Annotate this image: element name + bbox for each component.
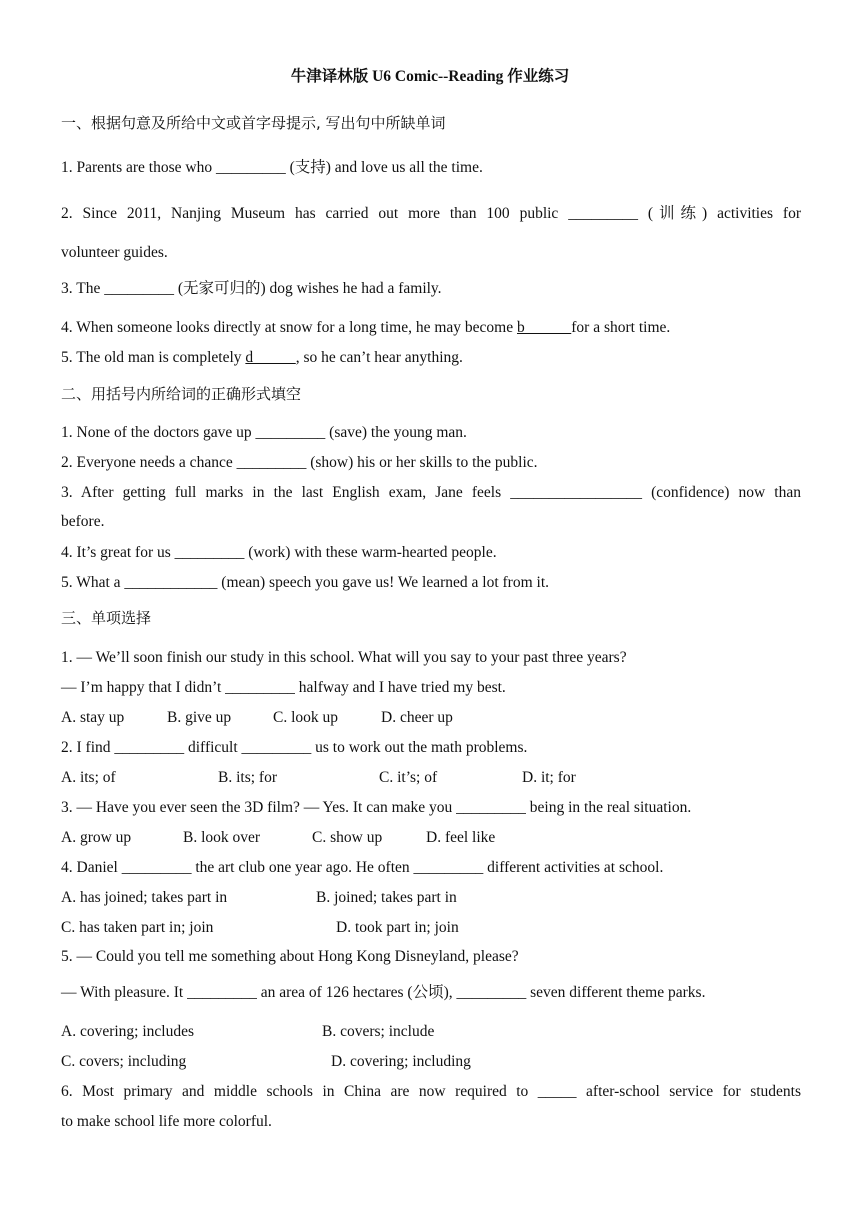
section-heading-1: 一、根据句意及所给中文或首字母提示, 写出句中所缺单词: [61, 114, 446, 132]
option-b: B. its; for: [218, 769, 277, 786]
part2-question-4: 4. It’s great for us _________ (work) with these warm-hearted people.: [61, 544, 497, 561]
section-heading-2: 二、用括号内所给词的正确形式填空: [61, 385, 302, 403]
option-c: C. covers; including: [61, 1053, 187, 1070]
option-d: D. covering; including: [331, 1053, 471, 1070]
option-b: B. give up: [167, 709, 232, 726]
part1-question-2-line2: volunteer guides.: [61, 244, 168, 261]
part2-question-5: 5. What a ____________ (mean) speech you gave us! We learned a lot from it.: [61, 574, 550, 591]
option-b: B. look over: [183, 829, 261, 846]
option-b: B. covers; include: [322, 1023, 435, 1040]
option-a: A. grow up: [61, 829, 132, 846]
option-a: A. covering; includes: [61, 1023, 195, 1040]
part1-question-5-text: 5. The old man is completely: [61, 349, 246, 366]
part1-question-5: [61, 348, 801, 368]
part2-question-3-line2: before.: [61, 513, 105, 530]
part3-question-1-line1: 1. — We’ll soon finish our study in this school. What will you say to your past three years?: [61, 649, 627, 666]
part1-question-5-tail: , so he can’t hear anything.: [295, 349, 463, 366]
option-d: D. cheer up: [381, 709, 453, 726]
page-title: 牛津译林版 U6 Comic--Reading 作业练习: [290, 68, 570, 85]
part1-question-5-blank: d: [245, 349, 296, 366]
option-d: D. took part in; join: [336, 919, 459, 936]
option-a: A. its; of: [61, 769, 116, 786]
part3-question-5-line2: — With pleasure. It _________ an area of 126 hectares (公顷), _________ seven different theme parks.: [61, 984, 706, 1001]
part3-question-6-line2: to make school life more colorful.: [61, 1113, 272, 1130]
option-b: B. joined; takes part in: [316, 889, 457, 906]
part3-question-2: 2. I find _________ difficult _________ us to work out the math problems.: [61, 739, 528, 756]
part3-question-5-line1: 5. — Could you tell me something about Hong Kong Disneyland, please?: [61, 948, 519, 965]
part3-question-3: 3. — Have you ever seen the 3D film? — Yes. It can make you _________ being in the real situation.: [61, 799, 692, 816]
option-a: A. stay up: [61, 709, 125, 726]
option-a: A. has joined; takes part in: [61, 889, 228, 906]
part2-question-3-line1: 3. After getting full marks in the last English exam, Jane feels _________________ (confidence) now than: [61, 484, 801, 501]
option-d: D. it; for: [522, 769, 576, 786]
part1-question-4-blank: b: [517, 319, 572, 336]
part1-question-4: [61, 318, 801, 338]
part2-question-2: 2. Everyone needs a chance _________ (show) his or her skills to the public.: [61, 454, 538, 471]
option-d: D. feel like: [426, 829, 496, 846]
part1-question-4-text: 4. When someone looks directly at snow for a long time, he may become: [61, 319, 517, 336]
part2-question-1: 1. None of the doctors gave up _________ (save) the young man.: [61, 424, 467, 441]
part1-question-4-tail: for a short time.: [571, 319, 671, 336]
part1-question-2-line1: 2. Since 2011, Nanjing Museum has carried out more than 100 public _________ (训练) activities for: [61, 205, 801, 222]
part3-question-6-line1: 6. Most primary and middle schools in China are now required to _____ after-school service for students: [61, 1083, 801, 1100]
part1-question-3: 3. The _________ (无家可归的) dog wishes he had a family.: [61, 280, 442, 297]
option-c: C. look up: [273, 709, 339, 726]
option-c: C. has taken part in; join: [61, 919, 214, 936]
part1-question-1: 1. Parents are those who _________ (支持) and love us all the time.: [61, 159, 483, 176]
option-c: C. show up: [312, 829, 383, 846]
part3-question-4: 4. Daniel _________ the art club one year ago. He often _________ different activities at school.: [61, 859, 664, 876]
section-heading-3: 三、单项选择: [61, 609, 152, 627]
option-c: C. it’s; of: [379, 769, 438, 786]
part3-question-1-line2: — I’m happy that I didn’t _________ halfway and I have tried my best.: [61, 679, 506, 696]
